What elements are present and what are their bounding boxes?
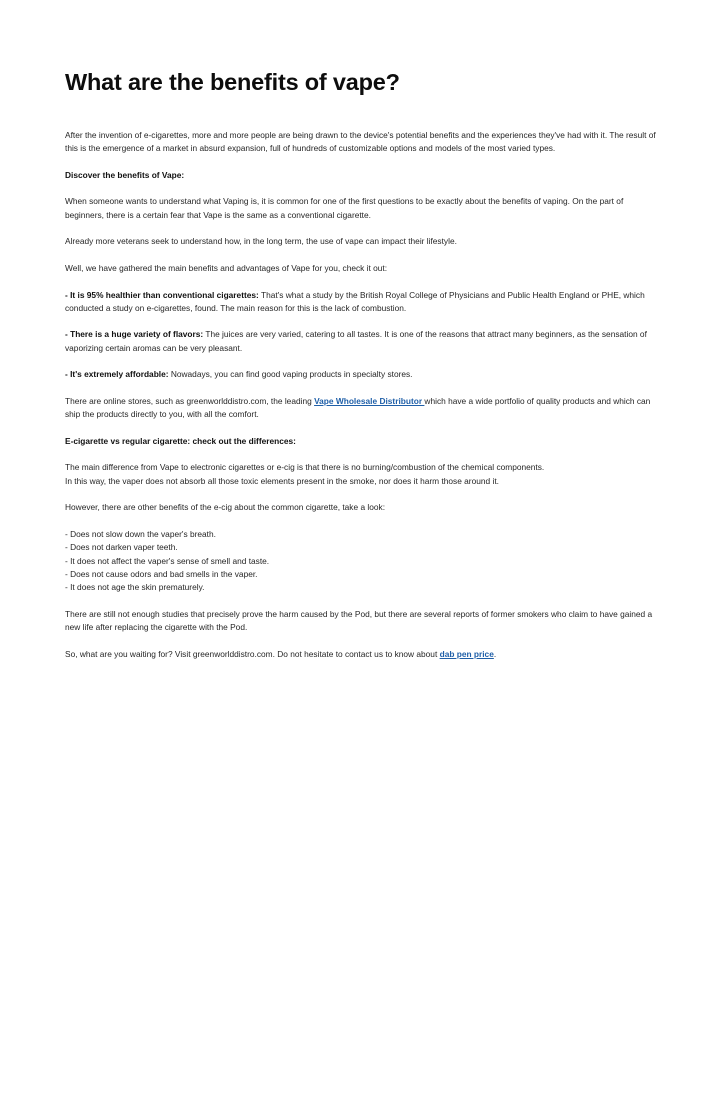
- closing-paragraph: So, what are you waiting for? Visit greenworlddistro.com. Do not hesitate to contact us to know about dab pen price.: [65, 648, 497, 659]
- benefit-flavors-text: The juices are very varied, catering to all tastes. It is one of the reasons that attract many beginners, as the sensation of vaporizing certain aromas can be very pleasant.: [65, 329, 647, 353]
- discover-heading: Discover the benefits of Vape:: [65, 169, 185, 180]
- difference-line-2: In this way, the vaper does not absorb all those toxic elements present in the smoke, nor does it harm those around it.: [65, 475, 499, 486]
- list-item: - It does not affect the vaper's sense of smell and taste.: [65, 555, 270, 566]
- vape-wholesale-distributor-link[interactable]: Vape Wholesale Distributor: [314, 395, 425, 406]
- benefit-affordable-text: Nowadays, you can find good vaping products in specialty stores.: [168, 369, 413, 380]
- veterans-paragraph: Already more veterans seek to understand how, in the long term, the use of vape can impact their lifestyle.: [65, 236, 457, 247]
- benefit-healthier-title: - It is 95% healthier than conventional cigarettes:: [65, 289, 259, 300]
- intro-paragraph: After the invention of e-cigarettes, more and more people are being drawn to the device's potential benefits and the experiences they've had with it. The result of this is the emergence of a market in absurd expansion, full of hundreds of customizable options and models of the most varied types.: [65, 130, 656, 154]
- benefit-healthier-text: That's what a study by the British Royal College of Physicians and Public Health England or PHE, which conducted a study on e-cigarettes, found. The main reason for this is the lack of combustion.: [65, 289, 645, 313]
- compare-heading: E-cigarette vs regular cigarette: check out the differences:: [65, 435, 296, 446]
- stores-paragraph: There are online stores, such as greenworlddistro.com, the leading Vape Wholesale Distributor which have a wide portfolio of quality products and which can ship the products directly to you, with all the comfort.: [65, 395, 651, 420]
- gathered-paragraph: Well, we have gathered the main benefits and advantages of Vape for you, check it out:: [65, 262, 388, 273]
- article-body: [65, 129, 660, 661]
- other-benefits-paragraph: However, there are other benefits of the e-cig about the common cigarette, take a look:: [65, 502, 386, 513]
- understand-paragraph: When someone wants to understand what Vaping is, it is common for one of the first questions to be exactly about the benefits of vaping. On the part of beginners, there is a certain fear that Vape is the same as a conventional cigarette.: [65, 196, 624, 220]
- benefit-flavors: [65, 328, 660, 355]
- dab-pen-price-link[interactable]: dab pen price: [439, 648, 494, 659]
- document-page: [65, 64, 660, 674]
- list-item: - Does not cause odors and bad smells in the vaper.: [65, 568, 258, 579]
- list-item: - Does not darken vaper teeth.: [65, 542, 178, 553]
- page-title: What are the benefits of vape?: [65, 69, 400, 95]
- studies-paragraph: There are still not enough studies that precisely prove the harm caused by the Pod, but there are several reports of former smokers who claim to have gained a new life after replacing the cigarette with the Pod.: [65, 608, 653, 632]
- benefit-affordable-title: - It's extremely affordable:: [65, 369, 169, 380]
- difference-line-1: The main difference from Vape to electronic cigarettes or e-cig is that there is no burning/combustion of the chemical components.: [65, 462, 545, 473]
- list-item: - Does not slow down the vaper's breath.: [65, 528, 216, 539]
- benefit-flavors-title: - There is a huge variety of flavors:: [65, 329, 204, 340]
- benefit-healthier: [65, 289, 660, 316]
- list-item: - It does not age the skin prematurely.: [65, 582, 205, 593]
- differences-paragraph: [65, 461, 660, 488]
- benefit-affordable: [65, 368, 660, 381]
- benefits-list: [65, 528, 660, 594]
